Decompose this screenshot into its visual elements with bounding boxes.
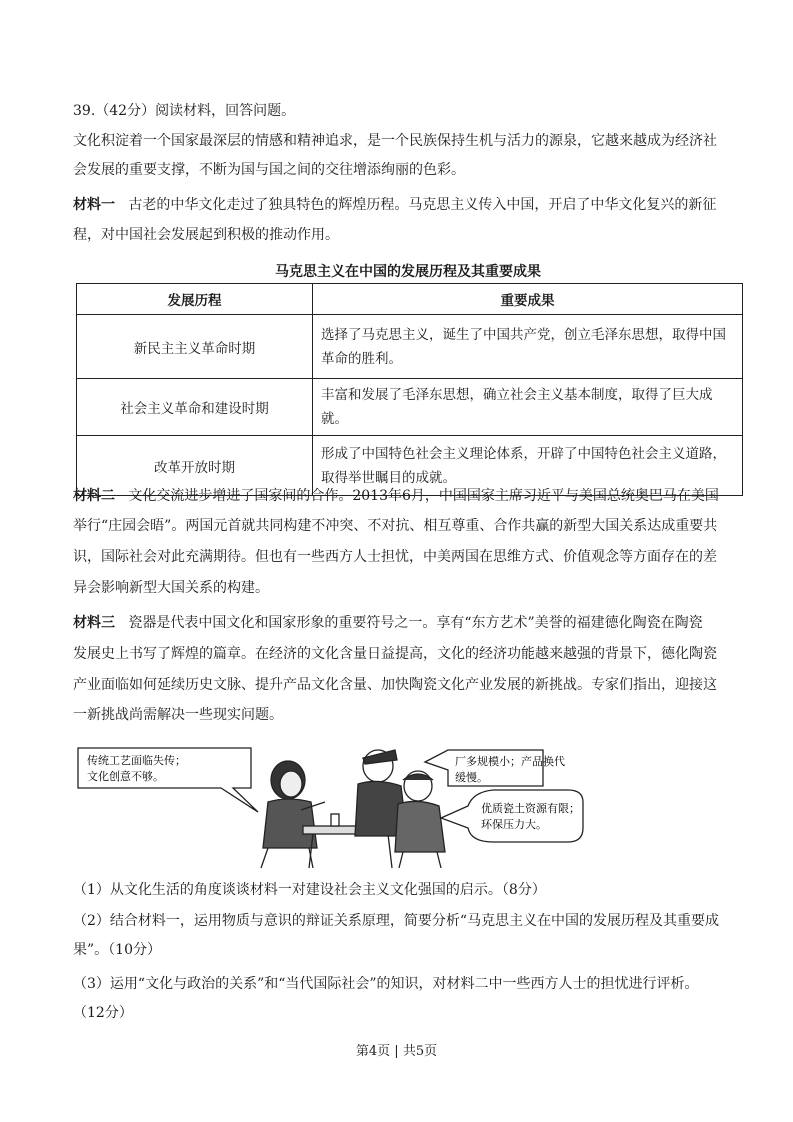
result-line: 取得举世瞩目的成就。 bbox=[321, 469, 456, 486]
right-top-bubble-text: 缓慢。 bbox=[455, 771, 488, 784]
men-figures bbox=[355, 750, 445, 868]
table-header-row bbox=[77, 284, 743, 315]
table-cell-result bbox=[313, 315, 743, 379]
material1-text: 程，对中国社会发展起到积极的推动作用。 bbox=[73, 227, 339, 243]
table-title: 马克思主义在中国的发展历程及其重要成果 bbox=[275, 264, 541, 280]
result-line: 形成了中国特色社会主义理论体系，开辟了中国特色社会主义道路， bbox=[321, 445, 726, 462]
table-cell-result: 丰富和发展了毛泽东思想，确立社会主义基本制度，取得了巨大成就。 bbox=[313, 379, 743, 436]
cartoon-illustration bbox=[73, 740, 753, 870]
material1-paragraph bbox=[73, 195, 733, 215]
material1-label: 材料一 bbox=[73, 197, 115, 213]
material3-paragraph bbox=[73, 613, 733, 633]
result-line: 选择了马克思主义，诞生了中国共产党，创立毛泽东思想，取得中国 bbox=[321, 326, 726, 343]
question-header: 39.（42分）阅读材料，回答问题。 bbox=[73, 103, 296, 119]
table-cell-period: 社会主义革命和建设时期 bbox=[77, 379, 313, 436]
question-3: （3）运用“文化与政治的关系”和“当代国际社会”的知识，对材料二中一些西方人士的担忧进行评析。 bbox=[73, 976, 699, 992]
question-2: 果”。（10分） bbox=[73, 942, 161, 958]
question-2: （2）结合材料一，运用物质与意识的辩证关系原理，简要分析“马克思主义在中国的发展历程及其重要成 bbox=[73, 913, 720, 929]
right-top-bubble-text: 厂多规模小；产品换代 bbox=[455, 755, 565, 768]
question-3: （12分） bbox=[73, 1005, 133, 1021]
left-bubble-text: 传统工艺面临失传； bbox=[87, 754, 186, 767]
material2-text: 异会影响新型大国关系的构建。 bbox=[73, 580, 269, 596]
intro-line: 会发展的重要支撑，不断为国与国之间的交往增添绚丽的色彩。 bbox=[73, 162, 465, 178]
table-row bbox=[77, 315, 743, 379]
material3-label: 材料三 bbox=[73, 615, 115, 631]
question-1: （1）从文化生活的角度谈谈材料一对建设社会主义文化强国的启示。（8分） bbox=[73, 882, 546, 898]
right-bottom-speech-bubble bbox=[441, 790, 583, 842]
material2-paragraph bbox=[73, 486, 733, 506]
material2-text: 举行“庄园会晤”。两国元首就共同构建不冲突、不对抗、相互尊重、合作共赢的新型大国关系达成重要共 bbox=[73, 518, 718, 534]
material2-text: 文化交流进步增进了国家间的合作。2013年6月，中国国家主席习近平与美国总统奥巴马在美国 bbox=[128, 488, 719, 504]
right-bottom-bubble-text: 优质瓷土资源有限； bbox=[481, 802, 580, 815]
material3-text: 发展史上书写了辉煌的篇章。在经济的文化含量日益提高，文化的经济功能越来越强的背景下，德化陶瓷 bbox=[73, 646, 717, 662]
table-cell-period: 新民主主义革命时期 bbox=[77, 315, 313, 379]
result-line: 革命的胜利。 bbox=[321, 350, 402, 367]
table-row bbox=[77, 379, 743, 436]
right-bottom-bubble-text: 环保压力大。 bbox=[481, 818, 547, 831]
page-footer: 第4页 | 共5页 bbox=[355, 1044, 438, 1059]
material2-label: 材料二 bbox=[73, 488, 115, 504]
table-header-result: 重要成果 bbox=[313, 284, 743, 315]
material3-text: 一新挑战尚需解决一些现实问题。 bbox=[73, 707, 283, 723]
table-cell-period: 改革开放时期 bbox=[77, 436, 313, 496]
material3-text: 产业面临如何延续历史文脉、提升产品文化含量、加快陶瓷文化产业发展的新挑战。专家们指出，迎接这 bbox=[73, 677, 717, 693]
woman-figure bbox=[261, 761, 325, 868]
material2-text: 识，国际社会对此充满期待。但也有一些西方人士担忧，中美两国在思维方式、价值观念等方面存在的差 bbox=[73, 549, 717, 565]
material3-text: 瓷器是代表中国文化和国家形象的重要符号之一。享有“东方艺术”美誉的福建德化陶瓷在陶瓷 bbox=[128, 615, 703, 631]
left-bubble-text: 文化创意不够。 bbox=[87, 770, 164, 783]
table-header-period: 发展历程 bbox=[77, 284, 313, 315]
intro-line: 文化积淀着一个国家最深层的情感和精神追求，是一个民族保持生机与活力的源泉，它越来越成为经济社 bbox=[73, 133, 717, 149]
material1-text: 古老的中华文化走过了独具特色的辉煌历程。马克思主义传入中国，开启了中华文化复兴的新征 bbox=[128, 197, 717, 213]
development-table bbox=[76, 283, 743, 496]
